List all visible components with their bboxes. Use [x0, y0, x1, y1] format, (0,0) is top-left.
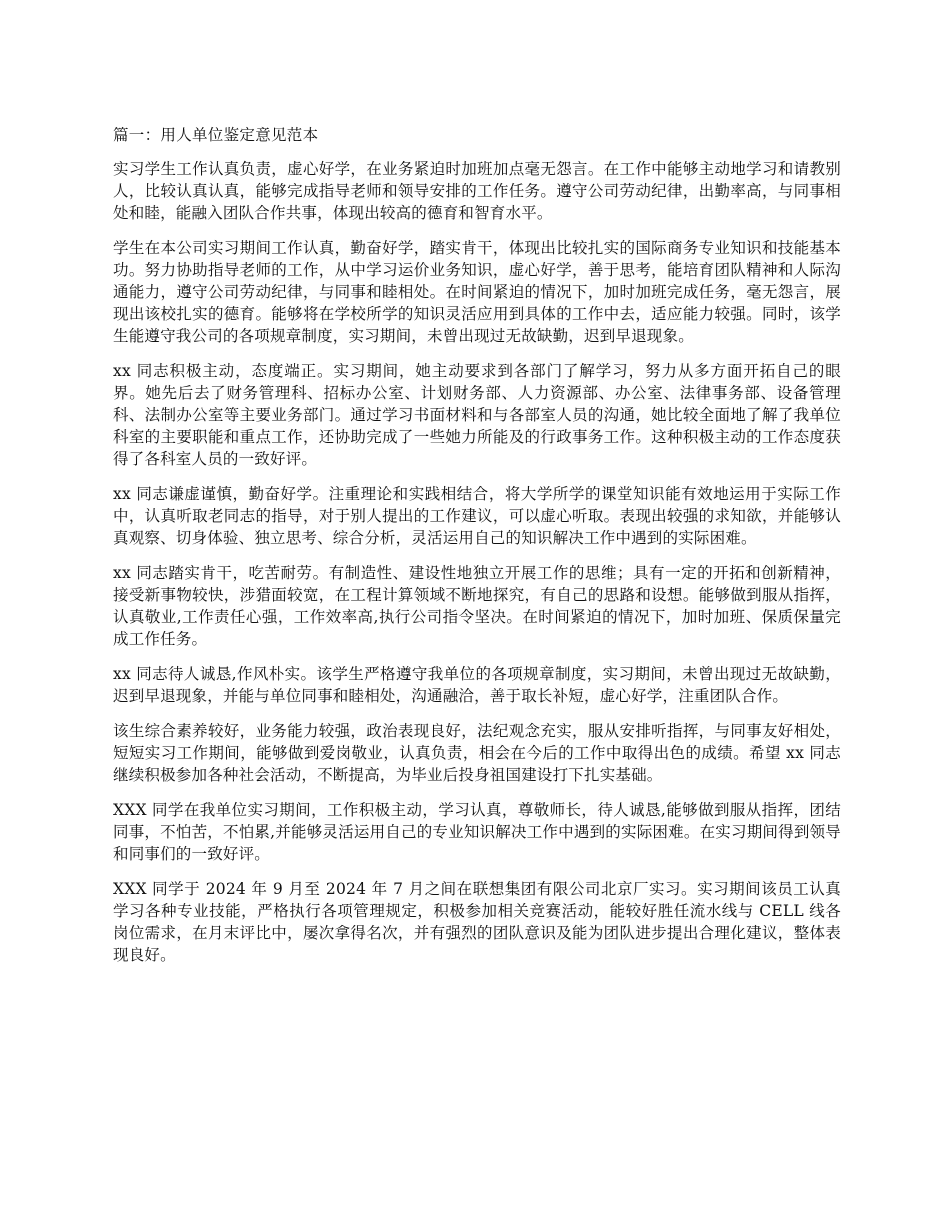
paragraph-9: XXX 同学于 2024 年 9 月至 2024 年 7 月之间在联想集团有限公司北京厂实习。实习期间该员工认真学习各种专业技能，严格执行各项管理规定，积极参加相关竞赛活动，能较好胜任流水线与 CELL 线各岗位需求，在月末评比中，屡次拿得名次，并有强烈的团队意识及能为团队进步提出合理化建议，整体表现良好。	[113, 880, 841, 964]
paragraph-4: xx 同志谦虚谨慎，勤奋好学。注重理论和实践相结合，将大学所学的课堂知识能有效地运用于实际工作中，认真听取老同志的指导，对于别人提出的工作建议，可以虚心听取。表现出较强的求知欲，并能够认真观察、切身体验、独立思考、综合分析，灵活运用自己的知识解决工作中遇到的实际困难。	[113, 485, 841, 547]
paragraph-2: 学生在本公司实习期间工作认真，勤奋好学，踏实肯干，体现出比较扎实的国际商务专业知识和技能基本功。努力协助指导老师的工作，从中学习运价业务知识，虚心好学，善于思考，能培育团队精神和人际沟通能力，遵守公司劳动纪律，与同事和睦相处。在时间紧迫的情况下，加时加班完成任务，毫无怨言，展现出该校扎实的德育。能够将在学校所学的知识灵活应用到具体的工作中去，适应能力较强。同时，该学生能遵守我公司的各项规章制度，实习期间，未曾出现过无故缺勤，迟到早退现象。	[113, 239, 841, 345]
paragraph-5: xx 同志踏实肯干，吃苦耐劳。有制造性、建设性地独立开展工作的思维；具有一定的开拓和创新精神，接受新事物较快，涉猎面较宽，在工程计算领域不断地探究，有自己的思路和设想。能够做到服从指挥，认真敬业,工作责任心强，工作效率高,执行公司指令坚决。在时间紧迫的情况下，加时加班、保质保量完成工作任务。	[113, 564, 841, 648]
document-page	[113, 124, 841, 979]
paragraph-1: 实习学生工作认真负责，虚心好学，在业务紧迫时加班加点毫无怨言。在工作中能够主动地学习和请教别人，比较认真认真，能够完成指导老师和领导安排的工作任务。遵守公司劳动纪律，出勤率高，与同事相处和睦，能融入团队合作共事，体现出较高的德育和智育水平。	[113, 160, 841, 222]
paragraph-8: XXX 同学在我单位实习期间，工作积极主动，学习认真，尊敬师长，待人诚恳,能够做到服从指挥，团结同事，不怕苦，不怕累,并能够灵活运用自己的专业知识解决工作中遇到的实际困难。在实习期间得到领导和同事们的一致好评。	[113, 801, 841, 863]
paragraph-6: xx 同志待人诚恳,作风朴实。该学生严格遵守我单位的各项规章制度，实习期间，未曾出现过无故缺勤，迟到早退现象，并能与单位同事和睦相处，沟通融洽，善于取长补短，虚心好学，注重团队合作。	[113, 665, 841, 705]
paragraph-3: xx 同志积极主动，态度端正。实习期间，她主动要求到各部门了解学习，努力从多方面开拓自己的眼界。她先后去了财务管理科、招标办公室、计划财务部、人力资源部、办公室、法律事务部、设备管理科、法制办公室等主要业务部门。通过学习书面材料和与各部室人员的沟通，她比较全面地了解了我单位科室的主要职能和重点工作，还协助完成了一些她力所能及的行政事务工作。这种积极主动的工作态度获得了各科室人员的一致好评。	[113, 362, 841, 468]
paragraph-7: 该生综合素养较好，业务能力较强，政治表现良好，法纪观念充实，服从安排听指挥，与同事友好相处，短短实习工作期间，能够做到爱岗敬业，认真负责，相会在今后的工作中取得出色的成绩。希望 xx 同志继续积极参加各种社会活动，不断提高，为毕业后投身祖国建设打下扎实基础。	[113, 722, 841, 784]
document-heading: 篇一：用人单位鉴定意见范本	[113, 126, 319, 144]
